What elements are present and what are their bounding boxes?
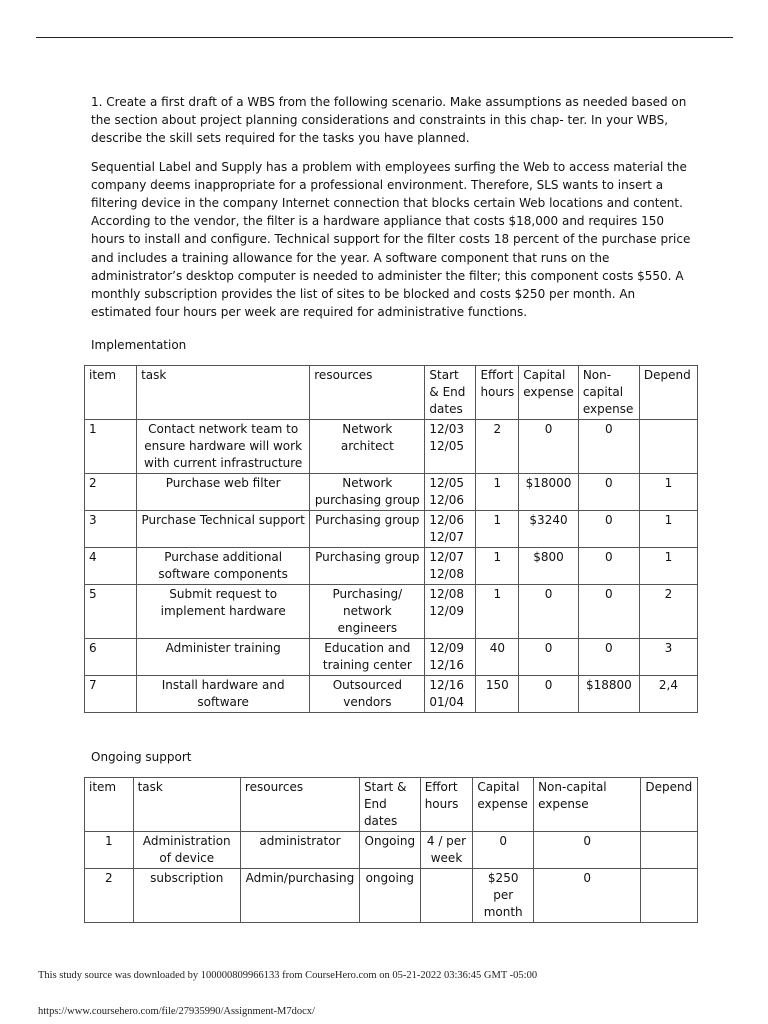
col-header-resources: resources	[240, 778, 359, 832]
implementation-table	[84, 365, 698, 713]
cell-dates: 12/06 12/07	[425, 511, 476, 548]
col-header-task: task	[137, 366, 310, 420]
cell-item: 1	[85, 420, 137, 474]
cell-depend: 1	[639, 511, 697, 548]
col-header-effort: Effort hours	[476, 366, 519, 420]
cell-capital: 0	[519, 639, 579, 676]
cell-depend	[639, 420, 697, 474]
cell-noncapital: 0	[578, 639, 639, 676]
question-text: 1. Create a first draft of a WBS from the following scenario. Make assumptions as needed based on the section about project planning considerations and constraints in this chap- ter. In your WBS, describe the skill sets required for the tasks you have planned.	[91, 95, 687, 146]
cell-item: 7	[85, 676, 137, 713]
col-header-noncapital: Non-capital expense	[534, 778, 641, 832]
cell-depend	[641, 832, 698, 869]
cell-dates: 12/09 12/16	[425, 639, 476, 676]
cell-dates: 12/16 01/04	[425, 676, 476, 713]
table-row	[85, 511, 698, 548]
cell-capital: $250 per month	[473, 869, 534, 923]
table-row	[85, 639, 698, 676]
col-header-resources: resources	[310, 366, 425, 420]
table-row	[85, 832, 698, 869]
cell-effort: 1	[476, 474, 519, 511]
cell-capital: 0	[519, 585, 579, 639]
cell-depend: 3	[639, 639, 697, 676]
implementation-heading: Implementation	[91, 338, 187, 352]
table-row	[85, 585, 698, 639]
cell-effort: 4 / per week	[420, 832, 473, 869]
cell-resources: Education and training center	[310, 639, 425, 676]
col-header-depend: Depend	[641, 778, 698, 832]
ongoing-header-row	[85, 778, 698, 832]
scenario-text: Sequential Label and Supply has a problem with employees surfing the Web to access material the company deems inappropriate for a professional environment. Therefore, SLS wants to insert a filtering device in the company Internet connection that blocks certain Web locations and content. According to the vendor, the filter is a hardware appliance that costs $18,000 and requires 150 hours to install and configure. Technical support for the filter costs 18 percent of the purchase price and includes a training allowance for the year. A software component that runs on the administrator’s desktop computer is needed to administer the filter; this component costs $550. A monthly subscription provides the list of sites to be blocked and costs $250 per month. An estimated four hours per week are required for administrative functions.	[91, 159, 691, 320]
col-header-dates: Start & End dates	[425, 366, 476, 420]
col-header-dates: Start & End dates	[359, 778, 420, 832]
cell-depend: 1	[639, 474, 697, 511]
table-row	[85, 676, 698, 713]
cell-depend	[641, 869, 698, 923]
cell-noncapital: 0	[578, 474, 639, 511]
implementation-header-row	[85, 366, 698, 420]
cell-effort: 1	[476, 548, 519, 585]
cell-dates: Ongoing	[359, 832, 420, 869]
cell-item: 3	[85, 511, 137, 548]
cell-item: 5	[85, 585, 137, 639]
col-header-depend: Depend	[639, 366, 697, 420]
cell-effort: 1	[476, 511, 519, 548]
cell-effort: 150	[476, 676, 519, 713]
col-header-item: item	[85, 778, 134, 832]
cell-item: 1	[85, 832, 134, 869]
cell-noncapital: $18800	[578, 676, 639, 713]
cell-resources: Network architect	[310, 420, 425, 474]
cell-resources: Network purchasing group	[310, 474, 425, 511]
cell-capital: $3240	[519, 511, 579, 548]
cell-capital: $18000	[519, 474, 579, 511]
cell-depend: 1	[639, 548, 697, 585]
cell-item: 4	[85, 548, 137, 585]
cell-task: Submit request to implement hardware	[137, 585, 310, 639]
cell-dates: ongoing	[359, 869, 420, 923]
table-row	[85, 474, 698, 511]
cell-dates: 12/03 12/05	[425, 420, 476, 474]
cell-resources: Purchasing group	[310, 511, 425, 548]
source-url[interactable]: https://www.coursehero.com/file/27935990/Assignment-M7docx/	[38, 1006, 315, 1017]
cell-capital: 0	[519, 676, 579, 713]
table-row	[85, 420, 698, 474]
cell-depend: 2,4	[639, 676, 697, 713]
cell-capital: 0	[519, 420, 579, 474]
cell-item: 2	[85, 474, 137, 511]
cell-task: Purchase Technical support	[137, 511, 310, 548]
cell-effort: 40	[476, 639, 519, 676]
cell-noncapital: 0	[534, 832, 641, 869]
cell-resources: Purchasing/ network engineers	[310, 585, 425, 639]
top-rule	[36, 37, 733, 38]
cell-dates: 12/07 12/08	[425, 548, 476, 585]
cell-item: 2	[85, 869, 134, 923]
table-row	[85, 548, 698, 585]
cell-noncapital: 0	[578, 548, 639, 585]
cell-item: 6	[85, 639, 137, 676]
col-header-effort: Effort hours	[420, 778, 473, 832]
ongoing-support-table	[84, 777, 698, 923]
cell-noncapital: 0	[578, 511, 639, 548]
document-body	[91, 93, 691, 331]
cell-task: Purchase additional software components	[137, 548, 310, 585]
ongoing-support-heading: Ongoing support	[91, 750, 192, 764]
cell-noncapital: 0	[578, 420, 639, 474]
cell-task: subscription	[133, 869, 240, 923]
cell-noncapital: 0	[578, 585, 639, 639]
table-row	[85, 869, 698, 923]
cell-dates: 12/08 12/09	[425, 585, 476, 639]
cell-dates: 12/05 12/06	[425, 474, 476, 511]
col-header-item: item	[85, 366, 137, 420]
cell-resources: Outsourced vendors	[310, 676, 425, 713]
cell-effort: 1	[476, 585, 519, 639]
cell-resources: Purchasing group	[310, 548, 425, 585]
cell-resources: Admin/purchasing	[240, 869, 359, 923]
cell-effort	[420, 869, 473, 923]
cell-resources: administrator	[240, 832, 359, 869]
col-header-task: task	[133, 778, 240, 832]
cell-task: Install hardware and software	[137, 676, 310, 713]
col-header-capital: Capital expense	[473, 778, 534, 832]
cell-depend: 2	[639, 585, 697, 639]
cell-effort: 2	[476, 420, 519, 474]
source-notice: This study source was downloaded by 100000809966133 from CourseHero.com on 05-21-2022 03:36:45 GMT -05:00	[38, 970, 538, 981]
col-header-capital: Capital expense	[519, 366, 579, 420]
cell-task: Administer training	[137, 639, 310, 676]
cell-capital: $800	[519, 548, 579, 585]
cell-task: Purchase web filter	[137, 474, 310, 511]
col-header-noncapital: Non-capital expense	[578, 366, 639, 420]
cell-capital: 0	[473, 832, 534, 869]
cell-task: Contact network team to ensure hardware will work with current infrastructure	[137, 420, 310, 474]
cell-noncapital: 0	[534, 869, 641, 923]
cell-task: Administration of device	[133, 832, 240, 869]
